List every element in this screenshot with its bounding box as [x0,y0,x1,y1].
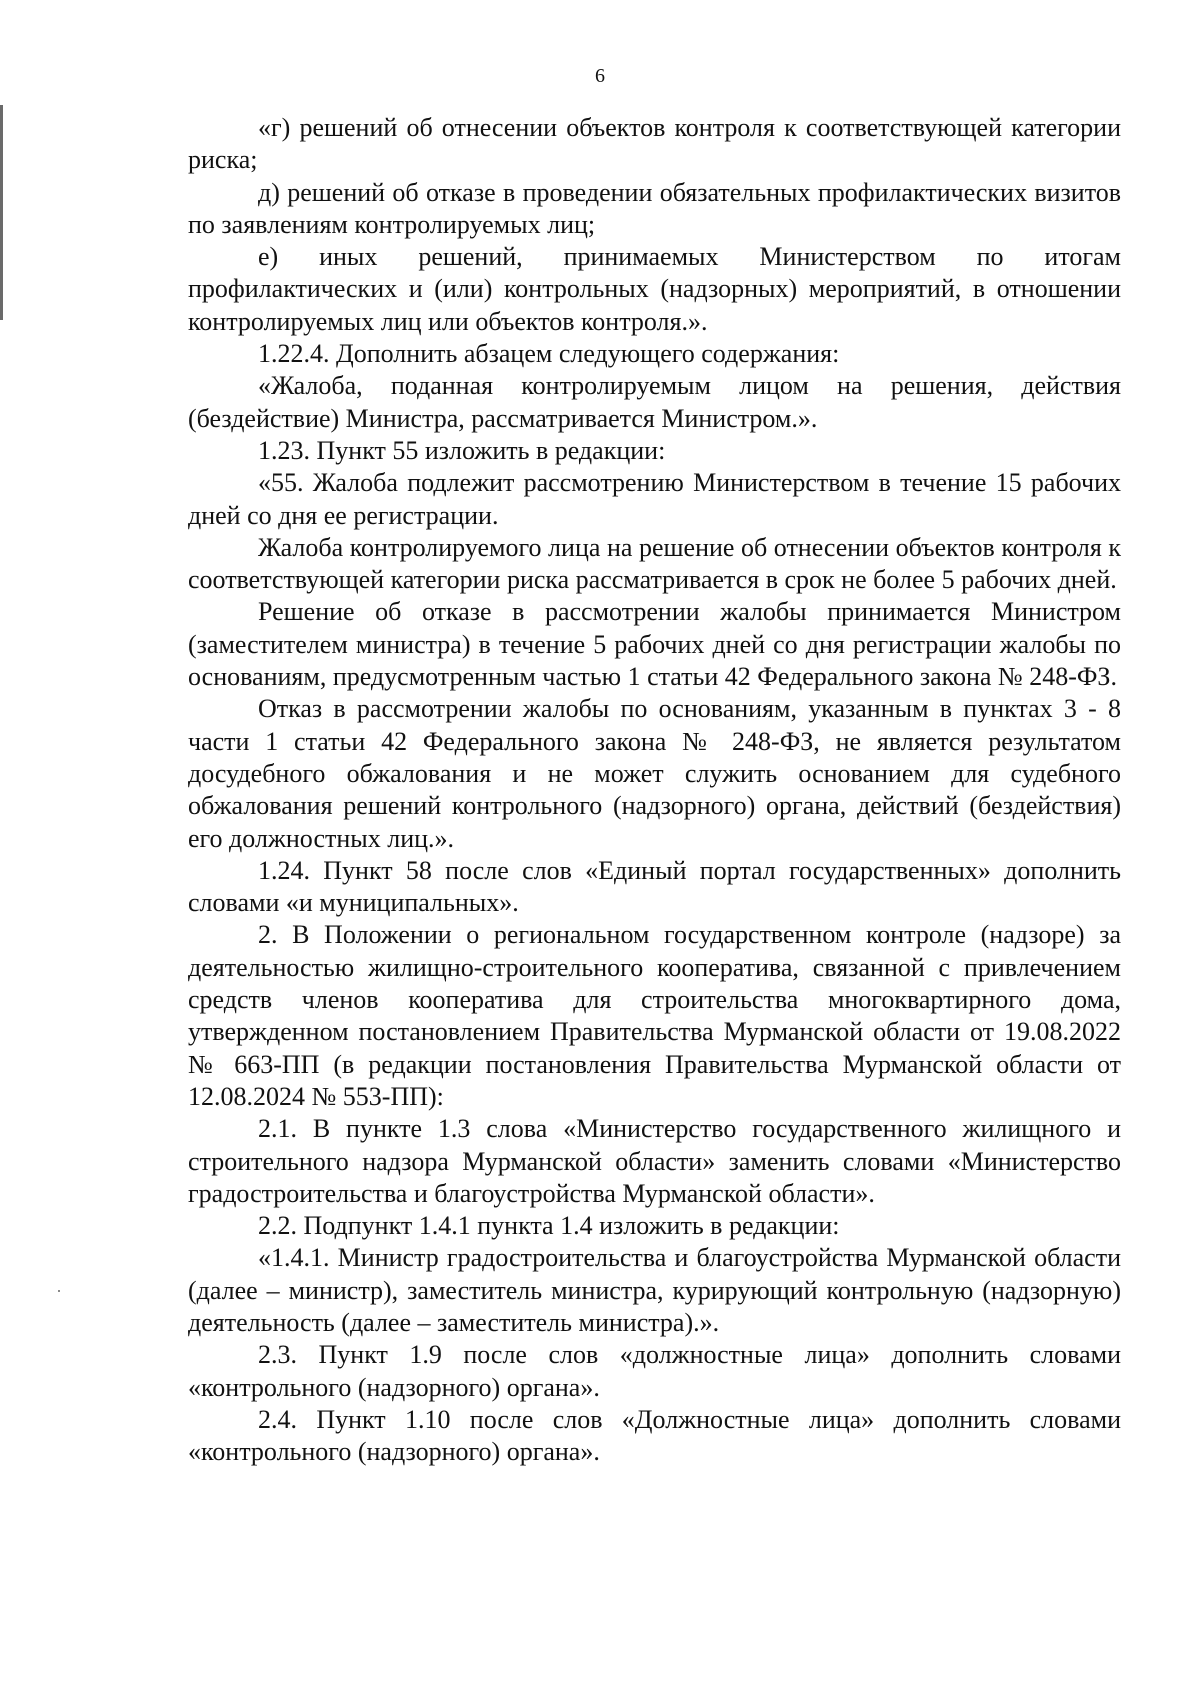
paragraph-2: 2. В Положении о региональном государственном контроле (надзоре) за деятельностью жилищно-строительного кооператива, связанной с привлечением средств членов кооператива для строительства многоквартирного дома, утвержденном постановлением Правительства Мурманской области от 19.08.2022 № 663-ПП (в редакции постановления Правительства Мурманской области от 12.08.2024 № 553-ПП): [188,920,1121,1111]
paragraph-1-23: 1.23. Пункт 55 изложить в редакции: [258,435,666,465]
paragraph-subitem-d: д) решений об отказе в проведении обязательных профилактических визитов по заявлениям контролируемых лиц; [188,177,1121,239]
scan-edge-mark [0,105,3,320]
page-number: 6 [595,65,605,87]
paragraph-55: «55. Жалоба подлежит рассмотрению Министерством в течение 15 рабочих дней со дня ее регистрации. [188,468,1121,530]
scan-speck [58,1290,60,1292]
document-body [188,112,1121,1468]
paragraph-1-22-4: 1.22.4. Дополнить абзацем следующего содержания: [258,339,840,369]
paragraph-risk-category-complaint: Жалоба контролируемого лица на решение об отнесении объектов контроля к соответствующей категории риска рассматривается в срок не более 5 рабочих дней. [188,532,1121,595]
paragraph-2-2: 2.2. Подпункт 1.4.1 пункта 1.4 изложить в редакции: [258,1211,840,1241]
paragraph-2-1: 2.1. В пункте 1.3 слова «Министерство государственного жилищного и строительного надзора Мурманской области» заменить словами «Министерство градостроительства и благоустройства Мурманской области». [188,1114,1121,1208]
paragraph-1-24: 1.24. Пункт 58 после слов «Единый портал государственных» дополнить словами «и муниципальных». [188,855,1121,918]
paragraph-subitem-g: «г) решений об отнесении объектов контроля к соответствующей категории риска; [188,113,1121,175]
paragraph-complaint-minister: «Жалоба, поданная контролируемым лицом на решения, действия (бездействие) Министра, рассматривается Министром.». [188,371,1121,433]
paragraph-2-4: 2.4. Пункт 1.10 после слов «Должностные лица» дополнить словами «контрольного (надзорного) органа». [188,1404,1121,1467]
paragraph-refusal-decision: Решение об отказе в рассмотрении жалобы принимается Министром (заместителем министра) в течение 5 рабочих дней со дня регистрации жалобы по основаниям, предусмотренным частью 1 статьи 42 Федерального закона № 248-ФЗ. [188,597,1121,692]
paragraph-1-4-1: «1.4.1. Министр градостроительства и благоустройства Мурманской области (далее – министр), заместитель министра, курирующий контрольную (надзорную) деятельность (далее – заместитель министра).». [188,1243,1121,1337]
paragraph-2-3: 2.3. Пункт 1.9 после слов «должностные лица» дополнить словами «контрольного (надзорного) органа». [188,1340,1121,1402]
paragraph-refusal-grounds: Отказ в рассмотрении жалобы по основаниям, указанным в пунктах 3 - 8 части 1 статьи 42 Федерального закона № 248-ФЗ, не является результатом досудебного обжалования и не может служить основанием для судебного обжалования решений контрольного (надзорного) органа, действий (бездействия) его должностных лиц.». [188,694,1121,853]
paragraph-subitem-e: е) иных решений, принимаемых Министерством по итогам профилактических и (или) контрольных (надзорных) мероприятий, в отношении контролируемых лиц или объектов контроля.». [188,242,1121,336]
